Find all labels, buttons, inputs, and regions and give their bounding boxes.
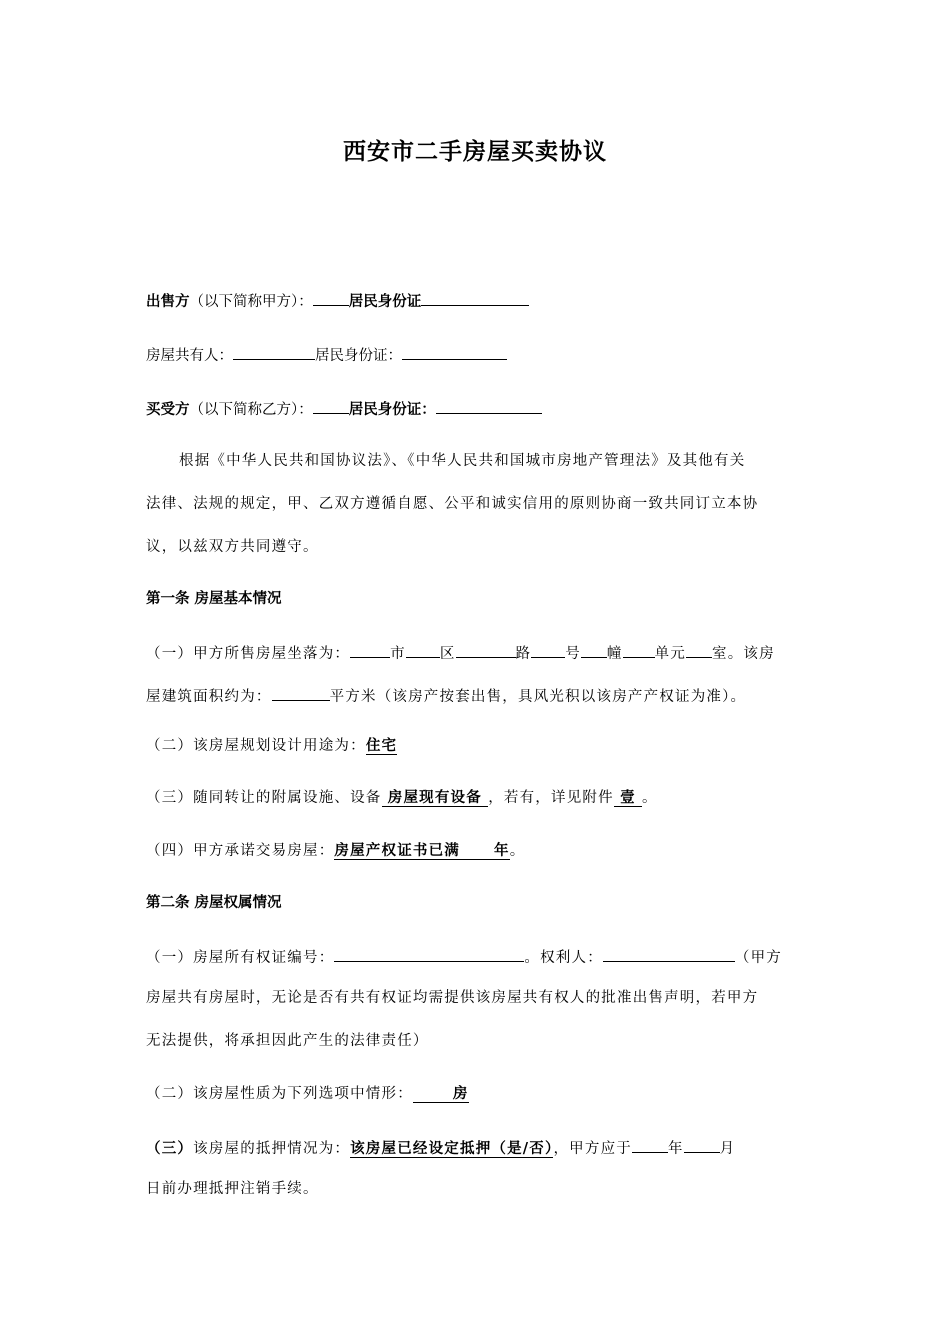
month-blank[interactable]	[684, 1136, 720, 1153]
attachment-value: 壹	[614, 789, 642, 807]
art2-p3-line-1	[146, 1136, 806, 1159]
deadline-text: ，甲方应于	[553, 1141, 632, 1157]
coowner-name-blank[interactable]	[233, 343, 315, 360]
period: 。	[509, 843, 526, 859]
road-label: 路	[515, 646, 532, 662]
seller-line	[146, 289, 806, 312]
number-label: 号	[565, 646, 581, 662]
area-blank[interactable]	[272, 684, 330, 701]
room-label: 室。该房	[712, 646, 775, 662]
cert-number-blank[interactable]	[334, 945, 524, 962]
buyer-label: 买受方	[146, 401, 190, 418]
mortgage-text: 该房屋的抵押情况为：	[193, 1141, 351, 1157]
art1-p2	[146, 736, 806, 756]
seller-name-blank[interactable]	[313, 289, 349, 306]
art2-p3-line-2: 日前办理抵押注销手续。	[146, 1181, 319, 1197]
room-blank[interactable]	[686, 641, 712, 658]
art2-p1-line-1	[146, 945, 806, 968]
year-blank[interactable]	[632, 1136, 668, 1153]
preamble-line-2: 法律、法规的规定，甲、乙双方遵循自愿、公平和诚实信用的原则协商一致共同订立本协	[146, 496, 759, 512]
promise-text: （四）甲方承诺交易房屋：	[146, 843, 335, 859]
period: 。	[642, 790, 658, 806]
facilities-value: 房屋现有设备	[382, 789, 489, 807]
city-label: 市	[390, 646, 406, 662]
usage-value: 住宅	[365, 737, 398, 754]
owner-blank[interactable]	[603, 945, 735, 962]
art1-p4	[146, 841, 806, 861]
coowner-id-label: 居民身份证：	[315, 348, 402, 364]
buyer-line	[146, 397, 806, 420]
facilities-text: （三）随同转让的附属设施、设备	[146, 790, 382, 806]
art2-p1-line-2: 房屋共有房屋时，无论是否有共有权证均需提供该房屋共有权人的批准出售声明，若甲方	[146, 990, 759, 1006]
art1-p1-line-2	[146, 684, 806, 707]
preamble-line-1: 根据《中华人民共和国协议法》、《中华人民共和国城市房地产管理法》及其他有关	[179, 453, 746, 469]
attachment-text: ，若有，详见附件	[488, 790, 614, 806]
district-blank[interactable]	[406, 641, 440, 658]
art1-p1-line-1	[146, 641, 806, 664]
nature-text: （二）该房屋性质为下列选项中情形：	[146, 1086, 413, 1102]
nature-value: 房	[413, 1085, 469, 1103]
city-blank[interactable]	[350, 641, 390, 658]
document-title: 西安市二手房屋买卖协议	[343, 138, 607, 165]
buyer-paren: （以下简称乙方）：	[189, 402, 313, 418]
buyer-id-blank[interactable]	[436, 397, 542, 414]
article-1-heading: 第一条 房屋基本情况	[146, 590, 282, 607]
month-label: 月	[719, 1141, 736, 1157]
preamble-line-3: 议，以兹双方共同遵守。	[146, 539, 319, 555]
unit-label: 单元	[654, 646, 687, 662]
art2-p1-line-3: 无法提供，将承担因此产生的法律责任）	[146, 1033, 429, 1049]
buyer-id-label: 居民身份证：	[348, 401, 436, 418]
paren-text: （甲方	[734, 950, 783, 966]
cert-text: （一）房屋所有权证编号：	[146, 950, 335, 966]
coowner-line	[146, 343, 806, 366]
mortgage-value: 该房屋已经设定抵押（是/否）	[350, 1140, 554, 1157]
art1-p1-text: （一）甲方所售房屋坐落为：	[146, 646, 351, 662]
usage-text: （二）该房屋规划设计用途为：	[146, 738, 366, 754]
year-label: 年	[667, 1141, 684, 1157]
promise-value: 房屋产权证书已满 年	[334, 842, 510, 859]
building-blank[interactable]	[581, 641, 607, 658]
coowner-label: 房屋共有人：	[146, 348, 233, 364]
road-blank[interactable]	[456, 641, 516, 658]
article-2-heading: 第二条 房屋权属情况	[146, 894, 282, 911]
seller-label: 出售方	[146, 293, 190, 310]
district-label: 区	[439, 646, 456, 662]
seller-id-label: 居民身份证	[348, 293, 422, 310]
buyer-name-blank[interactable]	[313, 397, 349, 414]
item-number: （三）	[146, 1140, 194, 1157]
unit-blank[interactable]	[623, 641, 655, 658]
seller-paren: （以下简称甲方）：	[189, 294, 313, 310]
art2-p2	[146, 1084, 806, 1104]
area-unit-text: 平方米（该房产按套出售，具风光积以该房产产权证为准）。	[329, 689, 747, 705]
seller-id-blank[interactable]	[421, 289, 529, 306]
owner-text: 。权利人：	[524, 950, 603, 966]
area-text: 屋建筑面积约为：	[146, 689, 272, 705]
building-label: 幢	[606, 646, 623, 662]
art1-p3	[146, 788, 806, 808]
coowner-id-blank[interactable]	[402, 343, 507, 360]
number-blank[interactable]	[531, 641, 565, 658]
